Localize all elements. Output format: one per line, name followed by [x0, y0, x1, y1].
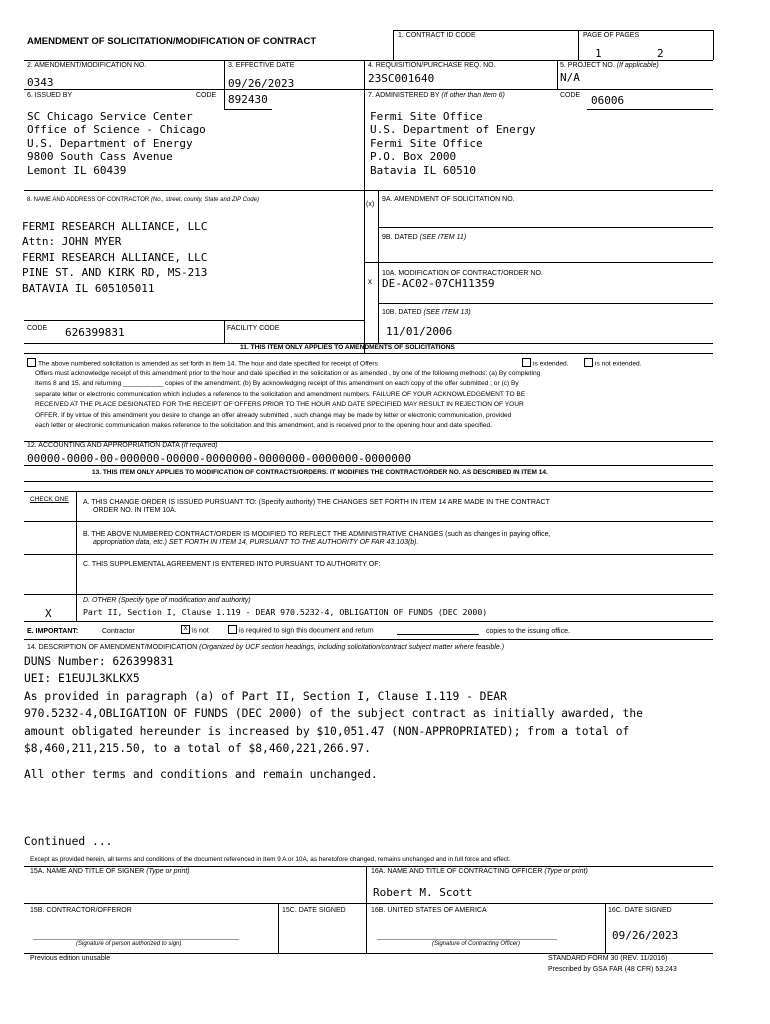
administered-by-code-label: CODE: [560, 92, 581, 99]
description-body: DUNS Number: 626399831 UEI: E1EUJL3KLKX5 As provided in paragraph (a) of Part II, Section I, Clause I.119 - DEAR 970.5232-4,OBLIGATION OF FUNDS (DEC 2000) of the subject contract as initially awarded, the amount obligated hereunder is increased by $10,051.47 (NON-APPROPRIATED); from a total of $8,460,211,215.50, to a total of $8,460,221,266.97.: [24, 655, 643, 755]
accounting-data-label: 12. ACCOUNTING AND APPROPRIATION DATA (If required): [27, 442, 218, 449]
issued-by-address: SC Chicago Service Center Office of Science - Chicago U.S. Department of Energy 9800 South Cass Avenue Lemont IL 60439: [27, 110, 206, 177]
accounting-data-value: 00000-0000-00-000000-00000-0000000-0000000-0000000-0000000: [27, 452, 412, 465]
modification-no-value: DE-AC02-07CH11359: [382, 277, 495, 290]
option-d-value: Part II, Section I, Clause 1.119 - DEAR 970.5232-4, OBLIGATION OF FUNDS (DEC 2000): [83, 607, 488, 617]
option-b-line1: B. THE ABOVE NUMBERED CONTRACT/ORDER IS MODIFIED TO REFLECT THE ADMINISTRATIVE CHANGES (such as changes in paying office,: [83, 531, 551, 538]
item11-heading: 11. THIS ITEM ONLY APPLIES TO AMENDMENTS OF SOLICITATIONS: [240, 344, 455, 351]
date-signed-16c-value: 09/26/2023: [612, 929, 679, 942]
description-label: 14. DESCRIPTION OF AMENDMENT/MODIFICATION (Organized by UCF section headings, including solicitation/contract subject matter where feasible.): [27, 644, 505, 651]
project-no-label: 5. PROJECT NO. (If applicable): [560, 62, 659, 69]
page-label: PAGE OF PAGES: [583, 32, 640, 39]
administered-by-label: 7. ADMINISTERED BY (If other than Item 6): [368, 92, 505, 99]
item11-instructions: Offers must acknowledge receipt of this amendment prior to the hour and date specified in the solicitation or as amended , by one of the following methods: (a) By completing Items 8 and 15, and returning ___________ copies of the amendment; (b) By acknowledging receipt of this amendment on each copy of the offer submitted ; or (c) By separate letter or electronic communication which includes a reference to the solicitation and amendment numbers. FAILURE OF YOUR ACKNOWLEDGEMENT TO BE RECEIVED AT THE PLACE DESIGNATED FOR THE RECEIPT OF OFFERS PRIOR TO THE HOUR AND DATE SPECIFIED MAY RESULT IN REJECTION OF YOUR OFFER. If by virtue of this amendment you desire to change an offer already submitted , such change may be made by letter or electronic communication, provided each letter or electronic communication makes reference to the solicitation and this amendment, and is received prior to the opening hour and date specified.: [35, 370, 541, 430]
box9a-mark: (x): [366, 201, 375, 208]
footer-previous-edition: Previous edition unusable: [30, 955, 111, 962]
date-signed-16c-label: 16C. DATE SIGNED: [608, 907, 672, 914]
dated-10b-label: 10B. DATED (SEE ITEM 13): [382, 309, 471, 316]
project-no-value: N/A: [560, 71, 580, 84]
requisition-value: 23SC001640: [368, 72, 435, 85]
amendment-no-label: 2. AMENDMENT/MODIFICATION NO.: [27, 62, 147, 69]
dated-9b-label: 9B. DATED (SEE ITEM 11): [382, 234, 467, 241]
important-contractor: Contractor: [102, 628, 135, 635]
issued-by-code-label: CODE: [196, 92, 217, 99]
option-d-mark: X: [45, 607, 52, 620]
contractor-signature-caption: (Signature of person authorized to sign): [76, 941, 182, 947]
other-terms: All other terms and conditions and remain unchanged.: [24, 768, 378, 781]
check-one-label: CHECK ONE: [30, 496, 69, 503]
usa-label: 16B. UNITED STATES OF AMERICA: [371, 907, 487, 914]
contractor-address-label: 8. NAME AND ADDRESS OF CONTRACTOR (No., street, county, State and ZIP Code): [27, 197, 259, 203]
continued-text: Continued ...: [24, 835, 113, 848]
item11-text: The above numbered solicitation is amended as set forth in Item 14. The hour and date specified for receipt of Offers: [27, 359, 378, 370]
footer-prescribed-by: Prescribed by GSA FAR (48 CFR) 53.243: [548, 966, 677, 973]
form-title: AMENDMENT OF SOLICITATION/MODIFICATION OF CONTRACT: [27, 36, 317, 47]
option-a-line2: ORDER NO. IN ITEM 10A.: [93, 507, 177, 514]
not-extended-option[interactable]: is not extended.: [584, 359, 642, 368]
amendment-no-value: 0343: [27, 76, 54, 89]
option-d-label: D. OTHER (Specify type of modification and authority): [83, 597, 251, 604]
page-current: 1: [595, 47, 602, 60]
contractor-address: FERMI RESEARCH ALLIANCE, LLC Attn: JOHN MYER FERMI RESEARCH ALLIANCE, LLC PINE ST. AND KIRK RD, MS-213 BATAVIA IL 605105011: [22, 220, 208, 295]
dated-10b-value: 11/01/2006: [386, 325, 453, 338]
effective-date-label: 3. EFFECTIVE DATE: [228, 62, 295, 69]
modification-no-label: 10A. MODIFICATION OF CONTRACT/ORDER NO.: [382, 270, 543, 277]
copies-text: copies to the issuing office.: [486, 628, 570, 635]
contractor-code: 626399831: [65, 326, 125, 339]
effective-date-value: 09/26/2023: [228, 77, 295, 90]
footer-standard-form: STANDARD FORM 30 (REV. 11/2016): [548, 955, 668, 962]
administered-by-code: 06006: [591, 94, 625, 107]
option-b-line2: appropriation data, etc.) SET FORTH IN ITEM 14, PURSUANT TO THE AUTHORITY OF FAR 43.103(b).: [93, 539, 419, 546]
issued-by-label: 6. ISSUED BY: [27, 92, 73, 99]
except-text: Except as provided herein, all terms and conditions of the document referenced in Item 9 A or 10A, as heretofore changed, remains unchanged and in full force and effect.: [30, 856, 511, 863]
signer-name-label: 15A. NAME AND TITLE OF SIGNER (Type or print): [30, 868, 190, 875]
issued-by-code: 892430: [228, 93, 268, 106]
officer-signature-caption: (Signature of Contracting Officer): [432, 941, 521, 947]
extended-option[interactable]: is extended.: [522, 359, 569, 368]
option-a-line1: A. THIS CHANGE ORDER IS ISSUED PURSUANT TO: (Specify authority) THE CHANGES SET FORTH IN ITEM 14 ARE MADE IN THE CONTRACT: [83, 499, 550, 506]
requisition-label: 4. REQUISITION/PURCHASE REQ. NO.: [368, 62, 496, 69]
contractor-code-label: CODE: [27, 325, 48, 332]
contractor-offeror-label: 15B. CONTRACTOR/OFFEROR: [30, 907, 132, 914]
item11-checkbox[interactable]: [27, 358, 36, 367]
contract-id-label: 1. CONTRACT ID CODE: [398, 32, 476, 39]
option-c-line: C. THIS SUPPLEMENTAL AGREEMENT IS ENTERED INTO PURSUANT TO AUTHORITY OF:: [83, 561, 381, 568]
is-not-option[interactable]: X is not: [181, 626, 209, 635]
solicitation-no-label: 9A. AMENDMENT OF SOLICITATION NO.: [382, 196, 515, 203]
item13-heading: 13. THIS ITEM ONLY APPLIES TO MODIFICATION OF CONTRACTS/ORDERS. IT MODIFIES THE CONTRACT/ORDER NO. AS DESCRIBED IN ITEM 14.: [92, 469, 548, 476]
important-label: E. IMPORTANT:: [27, 628, 79, 635]
date-signed-15c-label: 15C. DATE SIGNED: [282, 907, 346, 914]
page-total: 2: [657, 47, 664, 60]
box10a-mark: x: [368, 277, 372, 286]
is-required-option[interactable]: is required to sign this document and return: [228, 626, 374, 635]
facility-code-label: FACILITY CODE: [227, 325, 280, 332]
administered-by-address: Fermi Site Office U.S. Department of Energy Fermi Site Office P.O. Box 2000 Batavia IL 60510: [370, 110, 536, 177]
contracting-officer-label: 16A. NAME AND TITLE OF CONTRACTING OFFICER (Type or print): [371, 868, 588, 875]
contracting-officer-name: Robert M. Scott: [373, 886, 473, 899]
